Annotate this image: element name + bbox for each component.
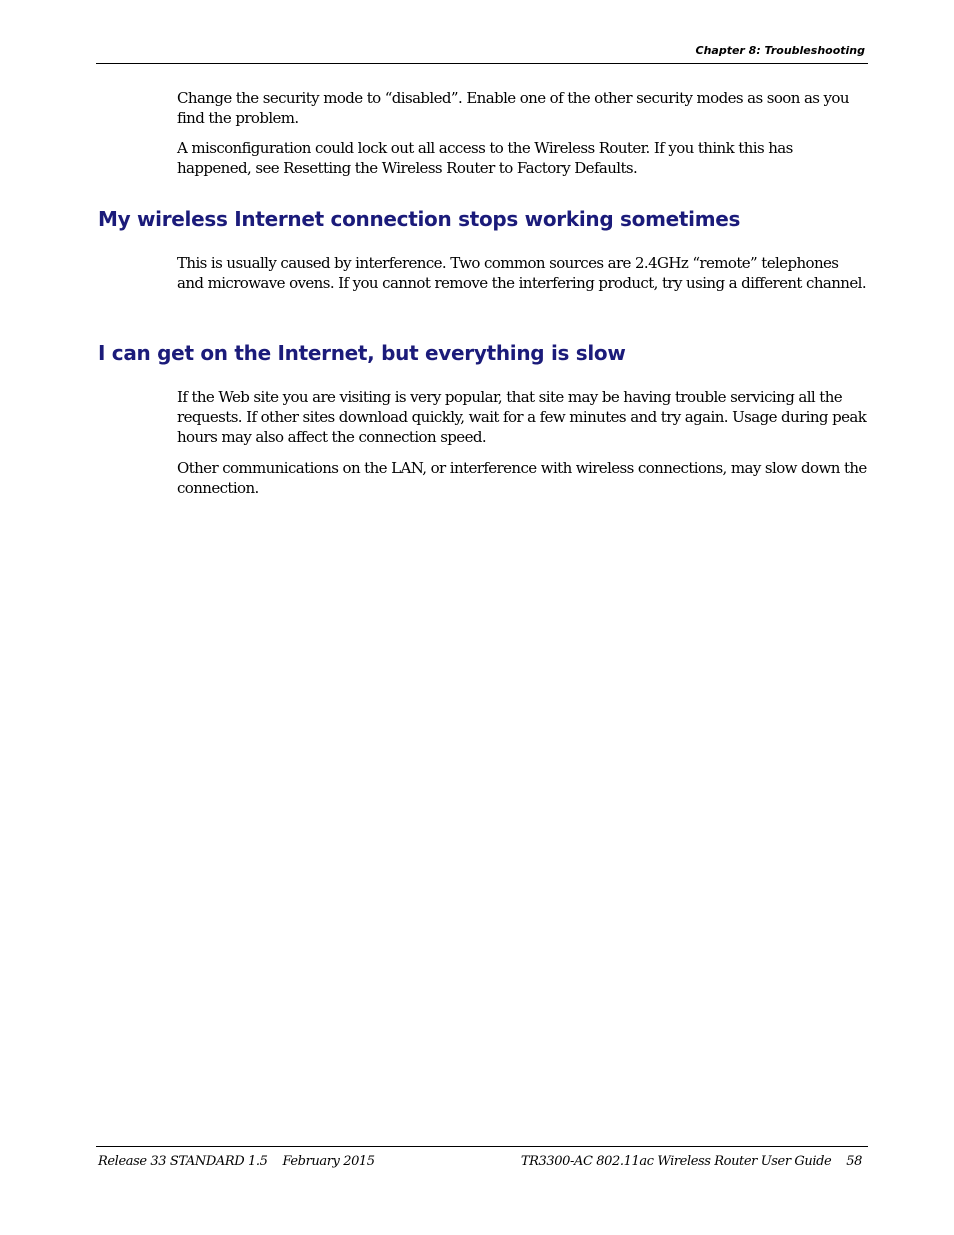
page-header (96, 44, 868, 64)
body-paragraph-interference: This is usually caused by interference. Two common sources are 2.4GHz “remote” telephones and microwave ovens. If you cannot remove the interfering product, try using a different channel. (177, 254, 866, 292)
body-paragraph-lan-communications: Other communications on the LAN, or interference with wireless connections, may slow down the connection. (177, 459, 867, 497)
footer-release: Release 33 STANDARD 1.5 February 2015 (98, 1154, 375, 1169)
page-footer (96, 1146, 868, 1177)
body-paragraph-popular-site: If the Web site you are visiting is very popular, that site may be having trouble servicing all the requests. If other sites download quickly, wait for a few minutes and try again. Usage during peak hours may also affect the connection speed. (177, 388, 867, 446)
chapter-title: Chapter 8: Troubleshooting (695, 44, 865, 57)
body-paragraph-misconfiguration: A misconfiguration could lock out all access to the Wireless Router. If you think this has happened, see Resetting the Wireless Router to Factory Defaults. (177, 139, 793, 177)
body-paragraph-security-mode: Change the security mode to “disabled”. Enable one of the other security modes as soon as you find the problem. (177, 89, 849, 127)
section-heading-slow-internet: I can get on the Internet, but everything is slow (98, 341, 626, 365)
footer-guide-title-page: TR3300-AC 802.11ac Wireless Router User Guide 58 (520, 1154, 862, 1169)
section-heading-connection-stops: My wireless Internet connection stops working sometimes (98, 207, 741, 231)
